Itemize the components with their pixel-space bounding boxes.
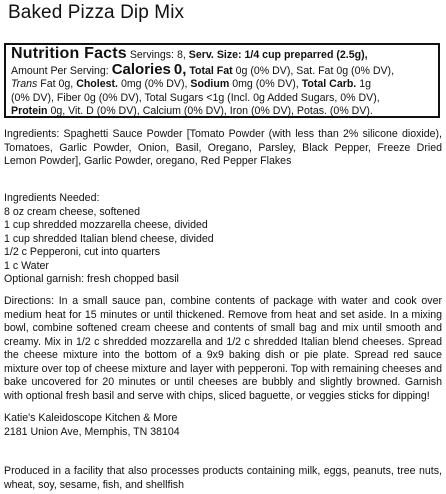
servings-text: Servings: 8, [129, 49, 186, 61]
serv-size-value: 1/4 cup preparred (2.5g), [244, 49, 368, 61]
trans-fat-value: Fat 0g, [40, 78, 74, 90]
nutrition-heading: Nutrition Facts [11, 45, 127, 62]
total-carb-value: 1g [359, 78, 371, 90]
nutrition-line-1 [11, 47, 434, 63]
ingredients-needed-heading: Ingredients Needed: [4, 192, 100, 204]
company-name: Katie's Kaleidoscope Kitchen & More [4, 412, 178, 424]
protein-value: 0g, Vit. D (0% DV), Calcium (0% DV), Iron (0% DV), Potas. (0% DV). [50, 105, 373, 117]
protein-label: Protein [11, 105, 48, 117]
needed-item: 1 c Water [4, 259, 49, 272]
needed-item: 8 oz cream cheese, softened [4, 205, 141, 218]
needed-item: 1 cup shredded Italian blend cheese, divided [4, 232, 214, 245]
sodium-value: 0mg (0% DV), [232, 78, 299, 90]
serv-size-label: Serv. Size: [188, 49, 242, 61]
total-carb-label: Total Carb. [301, 78, 357, 90]
trans-fat-label: Trans [11, 78, 38, 90]
total-fat-value: 0g (0% DV), [235, 64, 294, 77]
directions-paragraph: Directions: In a small sauce pan, combine contents of package with water and cook over medium heat for 15 minutes or until thickened. Remove from heat and set aside. In a mixing bowl, combine softened cream cheese and contents of small bag and mix until smooth and creamy. Mix in 1/2 c shredded mozzarella and 1/2 c shredded Italian blend cheeses. Spread the cheese mixture into the bottom of a 9x9 baking dish or pie plate. Spread red sauce mixture over top of cheese mixture and layer with pepperoni. Top with remaining cheeses and bake uncovered for 20 minutes or until cheeses are bubbly and slightly browned. Garnish with optional fresh basil and serve with chips, sliced baguette, or veggies sticks for dipping! [4, 295, 442, 402]
nutrition-line-2 [11, 60, 434, 79]
allergen-statement: Produced in a facility that also processes products containing milk, eggs, peanuts, tree nuts, wheat, soy, sesame, fish, and shellfish [4, 465, 442, 491]
nutrition-line-4: (0% DV), Fiber 0g (0% DV), Total Sugars <1g (Incl. 0g Added Sugars, 0% DV), [11, 91, 380, 104]
nutrition-line-5 [11, 105, 434, 119]
sodium-label: Sodium [190, 78, 230, 90]
cholesterol-label: Cholest. [76, 78, 118, 90]
amount-per-serving: Amount Per Serving: [11, 64, 109, 77]
ingredients-needed-section [4, 192, 442, 287]
ingredients-paragraph: Ingredients: Spaghetti Sauce Powder [Tomato Powder (with less than 2% silicone dioxide), Tomatoes, Garlic Powder, Onion, Basil, Oregano, Parsley, Black Pepper, Freeze Dried Lemon Powder], Garlic Powder, oregano, Red Pepper Flakes [4, 128, 442, 167]
nutrition-line-3 [11, 78, 434, 92]
needed-item: 1 cup shredded mozzarella cheese, divided [4, 219, 208, 231]
company-info [4, 412, 442, 439]
sat-fat-text: Sat. Fat 0g (0% DV), [296, 64, 395, 77]
calories-label: Calories [111, 60, 171, 78]
product-title: Baked Pizza Dip Mix [8, 2, 185, 23]
company-address: 2181 Union Ave, Memphis, TN 38104 [4, 425, 180, 438]
total-fat-label: Total Fat [189, 64, 233, 77]
needed-item: Optional garnish: fresh chopped basil [4, 273, 179, 285]
needed-item: 1/2 c Pepperoni, cut into quarters [4, 246, 161, 258]
nutrition-facts-panel [4, 43, 440, 118]
cholesterol-value: 0mg (0% DV), [120, 78, 188, 90]
calories-value: 0, [173, 60, 187, 78]
